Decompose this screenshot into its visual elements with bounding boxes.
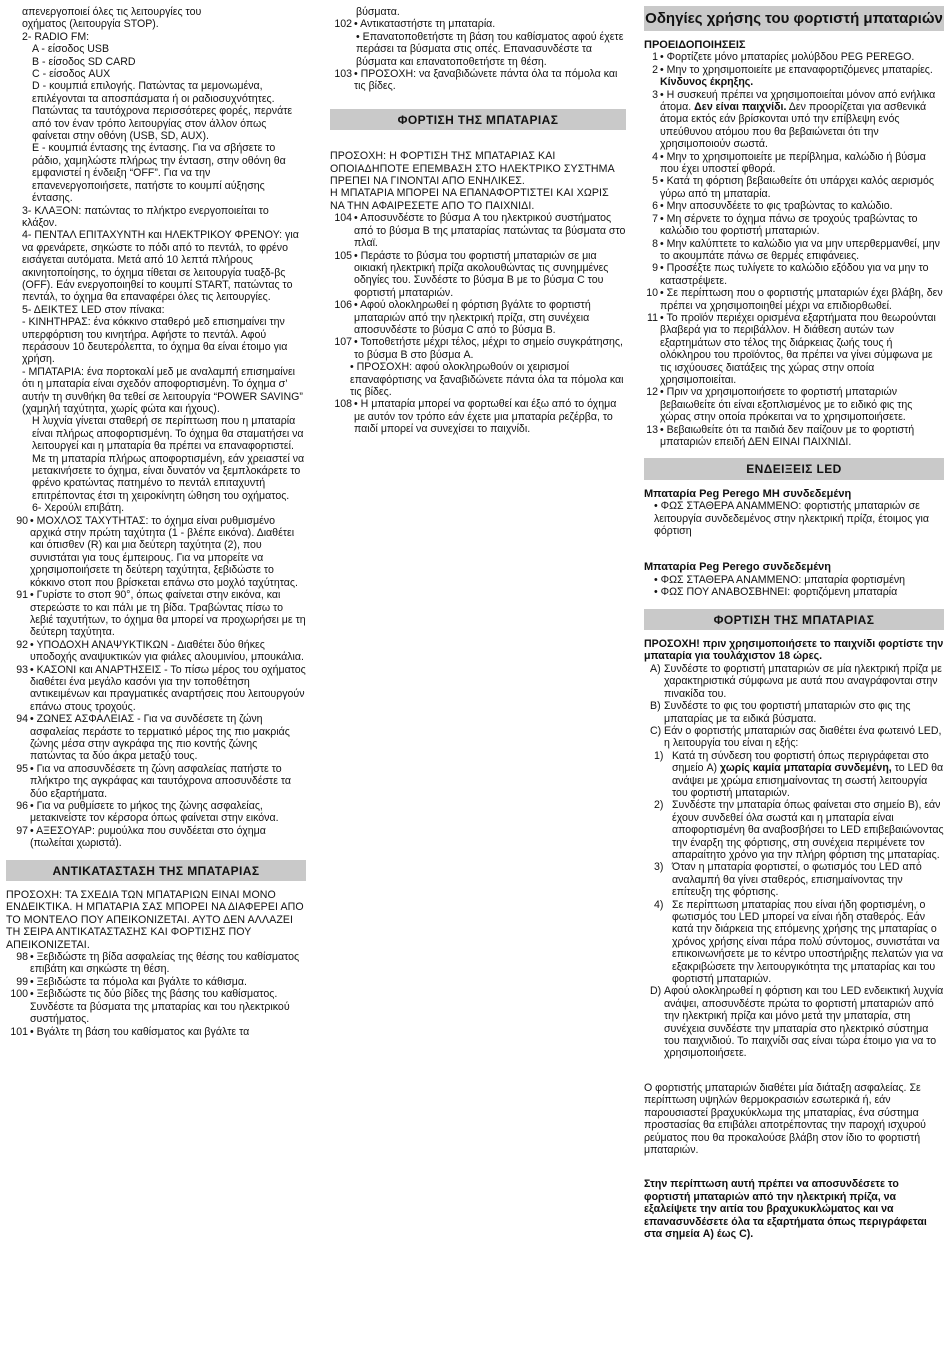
intro-text: οχήματος (λειτουργία STOP). [22, 18, 159, 31]
warning-item: 3 • Η συσκευή πρέπει να χρησιμοποιείται μόνον από ενήλικα άτομα. Δεν είναι παιχνίδι. Δεν προορίζεται για ασθενικά άτομα εκτός εάν βρίσκονται υπό την επίβλεψη ενός υπεύθυνου ατόμου που θα βεβαιώνεται ότι την χρησιμοποιούν σωστά. [652, 88, 936, 151]
step-item: D) Αφού ολοκληρωθεί η φόρτιση και του LED ενδεικτική λυχνία ανάψει, αποσυνδέστε πρώτα το φορτιστή μπαταριών από την ηλεκτρική πρίζα και μόνο μετά την μπαταρία, στη συνέχεια συνδέστε την μπαταρία στο ηλεκτρικό σύστημα του παιχνιδιού. Το παιχνίδι σας είναι τώρα έτοιμο για να το χρησιμοποιήσετε. [650, 985, 944, 1060]
replace-warning: ΠΡΟΣΟΧΗ: ΤΑ ΣΧΕΔΙΑ ΤΩΝ ΜΠΑΤΑΡΙΩΝ ΕΙΝΑΙ ΜΟΝΟ ΕΝΔΕΙΚΤΙΚΑ. Η ΜΠΑΤΑΡΙΑ ΣΑΣ ΜΠΟΡΕΙ ΝΑ ΔΙΑΦΕΡΕΙ ΑΠΟ ΤΟ ΜΟΝΤΕΛΟ ΠΟΥ ΑΠΕΙΚΟΝΙΖΕΤΑΙ. ΑΥΤΟ ΔΕΝ ΑΛΛΑΖΕΙ ΤΗ ΣΕΙΡΑ ΑΝΤΙΚΑΤΑΣΤΑΣΗΣ ΚΑΙ ΦΟΡΤΙΣΗΣ ΠΟΥ ΑΠΕΙΚΟΝΙΖΕΤΑΙ. [6, 889, 304, 951]
radio-item-d: D - κουμπιά επιλογής. Πατώντας τα μεμονωμένα, επιλέγονται τα αποσπάσματα ή οι ραδιοσυχνότητες. Πατώντας τα ταυτόχρονα περισσότερες φορές, περνάτε από τον έναν τρόπο λειτουργίας στον άλλον όπως φαίνεται στην οθόνη (USB, SD, AUX). [32, 80, 293, 143]
list-item-sub: • Επανατοποθετήστε τη βάση του καθίσματος αφού έχετε περάσει τα βύσματα στις οπές. Επανασυνδέστε τα βύσματα και επανατοποθετήστε τη θέση. [356, 30, 624, 68]
safety-text: Ο φορτιστής μπαταριών διαθέτει μία διάταξη ασφαλείας. Σε περίπτωση υψηλών θερμοκρασιών εσωτερικά ή, εάν παρουσιαστεί βραχυκύκλωμα της μπαταρίας, ένα σύστημα προστασίας θα επιβάλει αποτρέποντας την παροχή ισχυρού ρεύματος που θα προκαλούσε βλάβη στον ίδιο το φορτιστή μπαταριών. [644, 1081, 926, 1156]
led-text-2: • ΦΩΣ ΣΤΑΘΕΡΑ ΑΝΑΜΜΕΝΟ: μπαταρία φορτισμένη [654, 573, 906, 586]
attention-text: ΠΡΟΣΟΧΗ! πριν χρησιμοποιήσετε το παιχνίδι φορτίστε την μπαταρία για τουλάχιστον 18 ώρες. [644, 638, 944, 663]
led-subtitle-1: Μπαταρία Peg Perego MH συνδεδεμένη [644, 487, 852, 500]
list-item-sub: • ΠΡΟΣΟΧΗ: αφού ολοκληρωθούν οι χειρισμοί επαναφόρτισης να ξαναβιδώνετε πάντα όλα τα πόμολα και τις βίδες. [350, 361, 624, 398]
horn-text: 3- ΚΛΑΞΟΝ: πατώντας το πλήκτρο ενεργοποιείται το κλάξον. [22, 204, 269, 229]
led-battery-text-2: Η λυχνία γίνεται σταθερή σε περίπτωση που η μπαταρία είναι πλήρως αποφορτισμένη. Το όχημα θα σταματήσει να λειτουργεί και η μπαταρία θα πρέπει να επαναφορτιστεί. Με τη μπαταρία πλήρως αποφορτισμένη, εάν χρειαστεί να μετακινήσετε το όχημα, είναι δυνατόν να ξεμπλοκάρετε το φρένο κρατώντας πατημένο το πεντάλ επιταχυντή επιτρέποντας έτσι τη χειροκίνητη ώθηση του οχήματος. [32, 415, 305, 502]
pedal-text: 4- ΠΕΝΤΑΛ ΕΠΙΤΑΧΥΝΤΗ και ΗΛΕΚΤΡΙΚΟΥ ΦΡΕΝΟΥ: για να φρενάρετε, σηκώστε το πόδι από το πεντάλ, το φρένο εισάγεται αυτόματα. Μετά από 10 λεπτά πλήρους ακινητοποίησης, το όχημα τίθεται σε λειτουργία τυαξδ-βς (OFF). Εάν ενεργοποιηθεί το κουμπί START, πατώντας το πεντάλ, το όχημα θα επαναφέρει όλες τις λειτουργίες. [22, 229, 299, 304]
led-text-1: • ΦΩΣ ΣΤΑΘΕΡΑ ΑΝΑΜΜΕΝΟ: φορτιστής μπαταριών σε λειτουργία συνδεδεμένος στην ηλεκτρική πρίζα, έτοιμος για φόρτιση [654, 500, 930, 538]
section-header-charge: ΦΟΡΤΙΣΗ ΤΗΣ ΜΠΑΤΑΡΙΑΣ [330, 109, 626, 130]
sub-step-item: 1) Κατά τη σύνδεση του φορτιστή όπως περιγράφεται στο σημείο A) χωρίς καμία μπαταρία συνδεμένη, το LED θα ανάψει με χρώμα επισημαίνοντας τη σωστή λειτουργία του φορτιστή μπαταριών. [654, 749, 944, 799]
led-engine-text: - ΚΙΝΗΤΗΡΑΣ: ένα κόκκινο σταθερό μεδ επισημαίνει την υπερφόρτιση του κινητήρα. Αφήστε το πεντάλ. Αφού περάσουν 10 δευτερόλεπτα, το όχημα θα είναι έτοιμο για χρήση. [22, 316, 288, 366]
led-subtitle-2: Μπαταρία Peg Perego συνδεδεμένη [644, 561, 832, 574]
sub-step-item: 3) Όταν η μπαταρία φορτιστεί, ο φωτισμός του LED από αναλαμπή θα γίνει σταθερός, επισημαίνοντας την επίτευξη της φόρτισης. [654, 861, 922, 899]
radio-item: B - είσοδος SD CARD [32, 55, 136, 68]
list-item: 94 • ΖΩΝΕΣ ΑΣΦΑΛΕΙΑΣ - Για να συνδέσετε τη ζώνη ασφαλείας περάστε το τερματικό μέρος της πιο μακριάς ζώνης μέσα στην αγκράφα της πιο κοντής ζώνης πατώντας τα δύο άκρα μεταξύ τους. [16, 713, 290, 763]
step-item: C) Εάν ο φορτιστής μπαταριών σας διαθέτει ένα φωτεινό LED, η λειτουργία του είναι η εξής: [650, 724, 942, 750]
list-item: 106 • Αφού ολοκληρωθεί η φόρτιση βγάλτε το φορτιστή μπαταριών από την ηλεκτρική πρίζα, στη συνέχεια αποσυνδέστε το βύσμα C από το βύσμα B. [334, 299, 591, 336]
warning-item: 5 • Κατά τη φόρτιση βεβαιωθείτε ότι υπάρχει καλός αερισμός γύρω από τη μπαταρία. [652, 175, 935, 200]
continued-text: βύσματα. [356, 6, 400, 18]
warning-item: 13 • Βεβαιωθείτε ότι τα παιδιά δεν παίζουν με το φορτιστή μπαταριών επειδή ΔΕΝ ΕΙΝΑΙ ΠΑΙΧΝΙΔΙ. [646, 423, 915, 448]
led-title: 5- ΔΕΙΚΤΕΣ LED στον πίνακα: [22, 303, 165, 316]
warnings-title: ΠΡΟΕΙΔΟΠΟΙΗΣΕΙΣ [644, 39, 746, 51]
list-item: 100 • Ξεβιδώστε τις δύο βίδες της βάσης του καθίσματος. Συνδέστε τα βύσματα της μπαταρίας και του ηλεκτρικού συστήματος. [10, 988, 290, 1026]
list-item: 90 • ΜΟΧΛΟΣ ΤΑΧΥΤΗΤΑΣ: το όχημα είναι ρυθμισμένο αρχικά στην πρώτη ταχύτητα (1 - βλέπε εικόνα). Διαθέτει και όπισθεν (R) και μια δεύτερη ταχύτητα (2), που συνιστάται για τους έμπειρους. Για να μπορείτε να χρησιμοποιήσετε τη δεύτερη ταχύτητα, ξεβιδώστε το κόκκινο στοπ που βρίσκεται επάνω στο μοχλό ταχύτητας. [16, 514, 298, 589]
charge-warning: ΠΡΟΣΟΧΗ: Η ΦΟΡΤΙΣΗ ΤΗΣ ΜΠΑΤΑΡΙΑΣ ΚΑΙ ΟΠΟΙΑΔΗΠΟΤΕ ΕΠΕΜΒΑΣΗ ΣΤΟ ΗΛΕΚΤΡΙΚΟ ΣΥΣΤΗΜΑ ΠΡΕΠΕΙ ΝΑ ΓΙΝΟΝΤΑΙ ΑΠΟ ΕΝΗΛΙΚΕΣ. [330, 150, 615, 188]
list-item: 91 • Γυρίστε το στοπ 90°, όπως φαίνεται στην εικόνα, και στερεώστε το και πάλι με τη βίδα. Τραβώντας πίσω το λεβιέ ταχυτήτων, το όχημα θα μπορεί να προχωρήσει με τη δεύτερη ταχύτητα. [16, 589, 306, 639]
list-item: 101 • Βγάλτε τη βάση του καθίσματος και βγάλτε τα [10, 1025, 250, 1038]
column-middle [330, 6, 626, 606]
list-item: 95 • Για να αποσυνδέσετε τη ζώνη ασφαλείας πατήστε το πλήκτρο της αγκράφας και ταυτόχρονα αποσυνδέστε τα δύο εξαρτήματα. [16, 762, 292, 800]
seat-text: 6- Χερούλι επιβάτη. [32, 502, 125, 515]
led-text-3: • ΦΩΣ ΠΟΥ ΑΝΑΒΟΣΒΗΝΕΙ: φορτιζόμενη μπαταρία [654, 586, 898, 599]
list-item: 104 • Αποσυνδέστε το βύσμα A του ηλεκτρικού συστήματος από το βύσμα B της μπαταρίας πατώντας τα βύσματα στο πλαϊ. [334, 212, 626, 250]
sub-step-item: 4) Σε περίπτωση μπαταρίας που είναι ήδη φορτισμένη, ο φωτισμός του LED μπορεί να είναι ήδη σταθερός. Εάν κατά την διάρκεια της επόμενης χρήσης της μπαταρίας ο χρόνος χρήσης είναι πάρα πολύ σύντομος, συνιστάται να επικοινωνήσετε με το κέντρο υποστήριξης πελατών για να εξακριβώσετε την λειτουργικότητα της μπαταρίας και του φορτιστή μπαταριών. [654, 898, 944, 986]
warning-item: 10 • Σε περίπτωση που ο φορτιστής μπαταριών έχει βλάβη, δεν πρέπει να χρησιμοποιηθεί μέχρι να επιδιορθωθεί. [646, 287, 943, 312]
intro-text: απενεργοποιεί όλες τις λειτουργίες του [22, 6, 202, 18]
warning-item: 12 • Πριν να χρησιμοποιήσετε το φορτιστή μπαταριών βεβαιωθείτε ότι είναι εξοπλισμένος με το ειδικό φις της χώρας στην οποία πρόκειται να το χρησιμοποιήσετε. [646, 386, 913, 424]
list-item: 99 • Ξεβιδώστε τα πόμολα και βγάλτε το κάθισμα. [16, 975, 247, 988]
list-item: 102 • Αντικαταστήστε τη μπαταρία. [334, 18, 496, 31]
warning-item: 4 • Μην το χρησιμοποιείτε με περίβλημα, καλώδιο ή βύσμα που έχει υποστεί φθορά. [652, 150, 926, 176]
list-item: 103 • ΠΡΟΣΟΧΗ: να ξαναβιδώνετε πάντα όλα τα πόμολα και τις βίδες. [334, 68, 618, 93]
warning-item: 7 • Μη σέρνετε το όχημα πάνω σε τροχούς τραβώντας το καλώδιο του φορτιστή μπαταριών. [652, 212, 918, 238]
warning-item: 8 • Μην καλύπτετε το καλώδιο για να μην υπερθερμανθεί, μην το ακουμπάτε πάνω σε θερμές επιφάνειες. [652, 237, 940, 262]
list-item: 105 • Περάστε το βύσμα του φορτιστή μπαταριών σε μια οικιακή ηλεκτρική πρίζα ακολουθώντας τις συνημμένες οδηγίες του. Συνδέστε το βύσμα B με το βύσμα C του φορτιστή μπαταριών. [334, 249, 609, 299]
warning-item: 2 • Μην το χρησιμοποιείτε με επαναφορτιζόμενες μπαταρίες. Κίνδυνος έκρηξης. [652, 63, 933, 89]
warning-item: 1 • Φορτίζετε μόνο μπαταρίες μολύβδου PEG PEREGO. [652, 51, 915, 64]
page-title: Οδηγίες χρήσης του φορτιστή μπαταριών [644, 6, 944, 31]
section-header-replace: ΑΝΤΙΚΑΤΑΣΤΑΣΗ ΤΗΣ ΜΠΑΤΑΡΙΑΣ [6, 860, 306, 881]
list-item: 107 • Τοποθετήστε μέχρι τέλος, μέχρι το σημείο συγκράτησης, το βύσμα B στο βύσμα A. [334, 336, 623, 361]
warning-item: 11 • Το προϊόν περιέχει ορισμένα εξαρτήματα που θεωρούνται βλαβερά για το περιβάλλον. Η διάθεση αυτών των εξαρτημάτων στο τέλος της διάρκειας ζωής τους ή ολόκληρου του προϊόντος, θα πρέπει να γίνει σύμφωνα με τις ισχύουσες διατάξεις της χώρας στην οποία χρησιμοποιείται. [647, 311, 936, 386]
sub-step-item: 2) Συνδέστε την μπαταρία όπως φαίνεται στο σημείο B), εάν έχουν συνδεθεί όλα σωστά και η μπαταρία είναι αποφορτισμένη θα αναβοσβήσει το LED επιβεβαιώνοντας την έναρξη της φόρτισης, στη συνέχεια περιμένετε τον απαραίτητο χρόνο για την πλήρη φόρτιση της μπαταρίας. [654, 799, 944, 861]
column-left [6, 6, 306, 1356]
list-item: 92 • ΥΠΟΔΟΧΗ ΑΝΑΨΥΚΤΙΚΩΝ - Διαθέτει δύο θήκες υποδοχής αναψυκτικών για φιάλες αλουμινίου, μπουκάλια. [16, 638, 304, 664]
warning-item: 9 • Προσέξτε πως τυλίγετε το καλώδιο εξόδου για να μην το καταστρέψετε. [652, 262, 929, 287]
warning-item: 6 • Μην αποσυνδέετε το φις τραβώντας το καλώδιο. [652, 200, 893, 213]
radio-item: C - είσοδος AUX [32, 68, 111, 81]
radio-item-e: E - κουμπιά έντασης της έντασης. Για να σβήσετε το ράδιο, χαμηλώστε πλήρως την ένταση, στην οθόνη θα εμφανιστεί η ένδειξη “OFF”. Για να την επανενεργοποιήσετε, πατήστε το κουμπί αύξησης έντασης. [32, 142, 286, 205]
radio-item: A - είσοδος USB [32, 43, 110, 56]
list-item: 108 • Η μπαταρία μπορεί να φορτωθεί και έξω από το όχημα με αυτόν τον τρόπο εάν έχετε μια μπαταρία ρεζέρβα, το παιδί μπορεί να συνεχίσει το παιχνίδι. [334, 398, 617, 436]
section-header-led: ΕΝΔΕΙΞΕΙΣ LED [644, 458, 944, 479]
final-text: Στην περίπτωση αυτή πρέπει να αποσυνδέσετε το φορτιστή μπαταριών από την ηλεκτρική πρίζα, να εξαλείψετε την αιτία του βραχυκυκλώματος και να επανασυνδέσετε όλα τα εξαρτήματα όπως περιγράφεται στα σημεία A) έως C). [644, 1178, 927, 1240]
step-item: B) Συνδέστε το φις του φορτιστή μπαταριών στο φις της μπαταρίας με τα ειδικά βύσματα. [650, 700, 911, 725]
column-right [644, 6, 944, 1356]
list-item: 97 • ΑΞΕΣΟΥΑΡ: ρυμούλκα που συνδέεται στο όχημα (πωλείται χωριστά). [16, 824, 266, 850]
led-battery-text: - ΜΠΑΤΑΡΙΑ: ένα πορτοκαλί μεδ με αναλαμπή επισημαίνει ότι η μπαταρία είναι σχεδόν αποφορτισμένη. Το όχημα σ’ αυτήν τη συνθήκη θα τεθεί σε λειτουργία “POWER SAVING” (χαμηλή ταχύτητα, χωρίς φώτα και ήχους). [22, 365, 303, 415]
radio-title: 2- RADIO FM: [22, 30, 90, 43]
list-item: 93 • ΚΑΣΟΝΙ και ΑΝΑΡΤΗΣΕΙΣ - Το πίσω μέρος του οχήματος διαθέτει ένα μεγάλο κασόνι για την τοποθέτηση αντικειμένων και πραγματικές αναρτήσεις που λειτουργούν επάνω στους τροχούς. [16, 663, 306, 713]
step-item: A) Συνδέστε το φορτιστή μπαταριών σε μία ηλεκτρική πρίζα με χαρακτηριστικά σύμφωνα με αυτά που αναγράφονται στην πινακίδα του. [650, 662, 942, 700]
section-header-charge-2: ΦΟΡΤΙΣΗ ΤΗΣ ΜΠΑΤΑΡΙΑΣ [644, 609, 944, 630]
charge-warning-2: Η ΜΠΑΤΑΡΙΑ ΜΠΟΡΕΙ ΝΑ ΕΠΑΝΑΦΟΡΤΙΣΤΕΙ ΚΑΙ ΧΩΡΙΣ ΝΑ ΤΗΝ ΑΦΑΙΡΕΣΕΤΕ ΑΠΟ ΤΟ ΠΑΙΧΝΙΔΙ. [330, 187, 609, 212]
list-item: 98 • Ξεβιδώστε τη βίδα ασφαλείας της θέσης του καθίσματος επιβάτη και σηκώστε τη θέση. [16, 951, 300, 976]
list-item: 96 • Για να ρυθμίσετε το μήκος της ζώνης ασφαλείας, μετακινείστε τον κέρσορα όπως φαίνεται στην εικόνα. [16, 800, 279, 825]
